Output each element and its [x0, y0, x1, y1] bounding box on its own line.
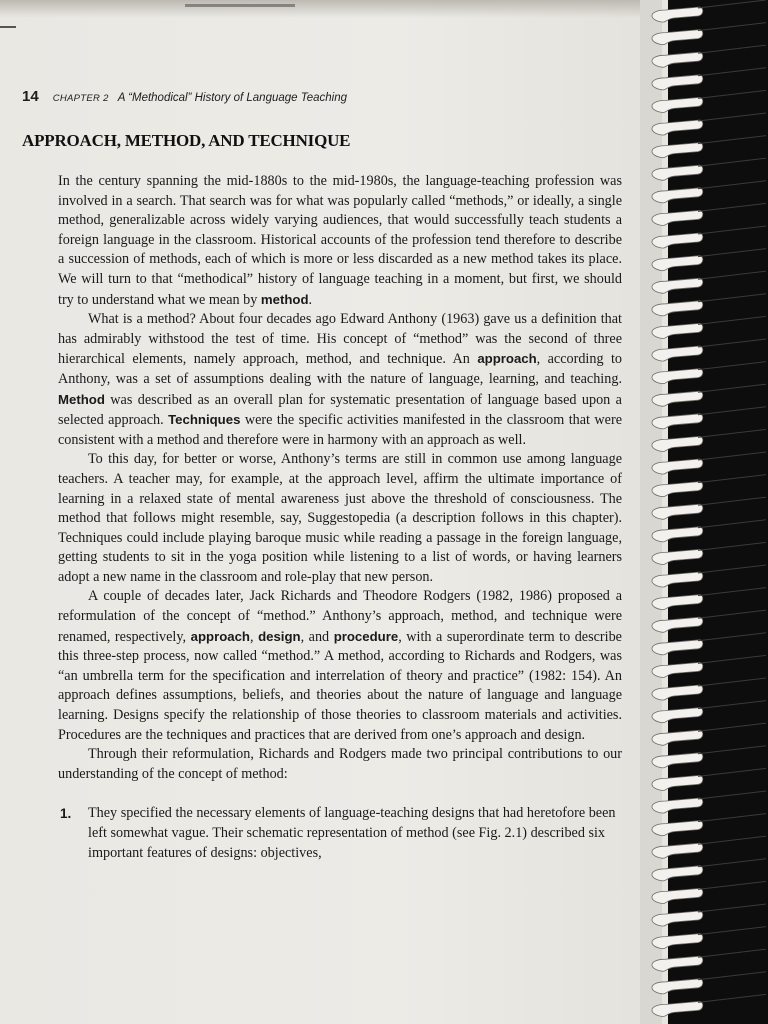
spiral-binding	[640, 0, 768, 1024]
bold-term: method	[260, 291, 309, 307]
text-run: To this day, for better or worse, Anthony’s terms are still in common use among language teachers. A teacher may, for example, at the approach level, affirm the ultimate importance of learning in a relaxed state of mental awareness just above the threshold of consciousness. The method that follows might resemble, say, Suggestopedia (a description follows in this chapter). Techniques could include playing baroque music while reading a passage in the foreign language, getting students to sit in the yoga position while listening to a list of words, or having learners adopt a new name in the classroom and role-play that new person.	[58, 451, 622, 585]
spiral-binding-graphic	[640, 0, 768, 1024]
text-run: were the specific activities manifested in the classroom that were consistent with a method and therefore were in harmony with an approach as well.	[58, 412, 622, 448]
running-header	[22, 88, 347, 106]
paragraph	[58, 745, 622, 784]
text-run: Through their reformulation, Richards and Rodgers made two principal contributions to our understanding of the concept of method:	[58, 746, 622, 782]
text-run: , according to Anthony, was a set of assumptions dealing with the nature of language, learning, and teaching.	[58, 351, 622, 387]
list-item	[58, 804, 622, 863]
page-number: 14	[22, 88, 39, 105]
paragraph	[58, 310, 622, 450]
paragraph	[58, 172, 622, 310]
text-run: , with a superordinate term to describe this three-step process, now called “method.” A method, according to Richards and Rodgers, was “an umbrella term for the specification and interrelation of theory and practice” (1982: 154). An approach defines assumptions, beliefs, and theories about the nature of language and language learning. Designs specify the relationship of those theories to classroom materials and activities. Procedures are the techniques and practices that are derived from one’s approach and design.	[58, 628, 622, 743]
list-text: They specified the necessary elements of language-teaching designs that had heretofore been left somewhat vague. Their schematic representation of method (see Fig. 2.1) described six important features of designs: objectives,	[88, 805, 616, 861]
bold-term: design	[258, 628, 301, 644]
numbered-list	[58, 804, 622, 863]
text-run: , and	[300, 628, 334, 645]
top-edge-shadow	[0, 0, 662, 18]
list-number: 1.	[60, 806, 72, 822]
text-run: What is a method? About four decades ago Edward Anthony (1963) gave us a definition that has admirably withstood the test of time. His concept of “method” was the second of three hierarchical elements, namely approach, method, and technique. An	[58, 311, 622, 368]
paragraph-container	[58, 172, 622, 784]
text-run: ,	[249, 628, 259, 645]
bold-term: approach	[477, 351, 537, 367]
bold-term: approach	[190, 628, 250, 644]
chapter-title: A “Methodical” History of Language Teaching	[117, 92, 347, 104]
text-run: In the century spanning the mid-1880s to the mid-1980s, the language-teaching profession was involved in a search. That search was for what was popularly called “methods,” or ideally, a single method, generalizable across widely varying audiences, that would successfully teach students a foreign language in the classroom. Historical accounts of the profession tend therefore to describe a succession of methods, each of which is more or less discarded as a new method takes its place. We will turn to that “methodical” history of language teaching in a moment, but first, we should try to understand what we mean by	[58, 173, 622, 308]
bold-term: procedure	[333, 628, 399, 644]
bold-term: Method	[58, 391, 105, 407]
chapter-label: CHAPTER 2	[52, 93, 109, 104]
corner-artifact-mark	[0, 26, 16, 28]
text-run: was described as an overall plan for systematic presentation of language based upon a selected approach.	[58, 391, 622, 429]
text-run: .	[308, 291, 313, 308]
paragraph	[58, 587, 622, 745]
paragraph	[58, 450, 622, 587]
section-heading: APPROACH, METHOD, AND TECHNIQUE	[22, 131, 351, 150]
body-text	[58, 172, 622, 863]
text-run: A couple of decades later, Jack Richards and Theodore Rodgers (1982, 1986) proposed a reformulation of the concept of “method.” Anthony’s approach, method, and technique were renamed, respectively,	[58, 588, 622, 645]
bold-term: Techniques	[168, 412, 241, 428]
scan-artifact-mark	[185, 4, 295, 7]
